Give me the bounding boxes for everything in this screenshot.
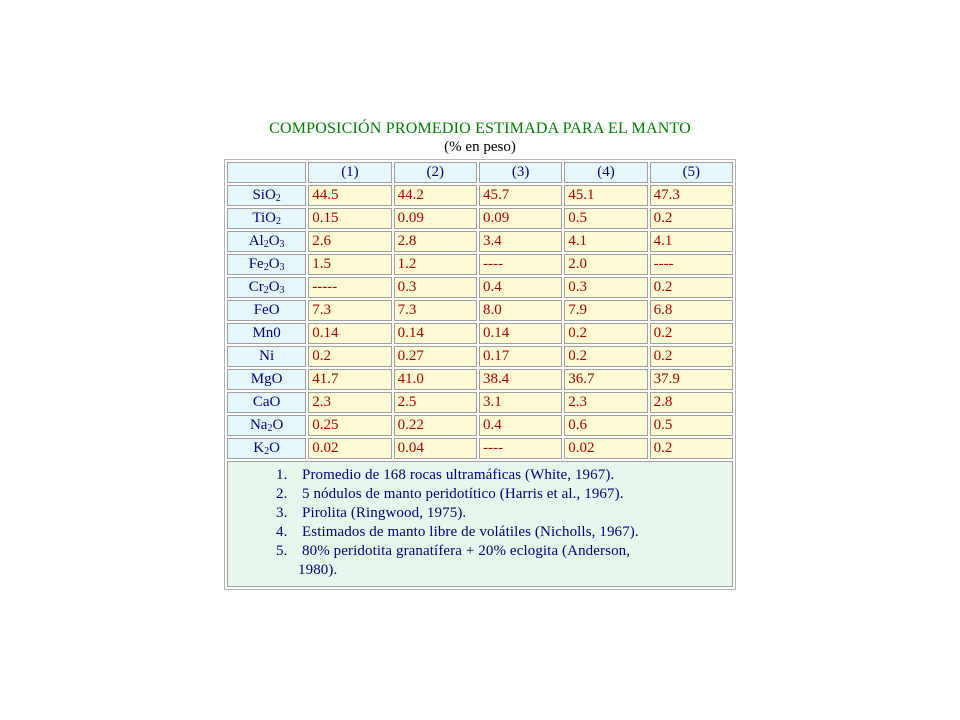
value-cell: 2.8: [394, 231, 477, 252]
composition-table: [224, 159, 736, 590]
note-continuation: 1980).: [298, 562, 338, 578]
table-row: [227, 415, 733, 436]
formula-part: Cr: [248, 279, 264, 295]
formula-subscript: 3: [279, 239, 285, 250]
row-label: [227, 415, 306, 436]
value-cell: 0.2: [650, 438, 733, 459]
row-label: [227, 254, 306, 275]
formula-part: CaO: [252, 394, 281, 410]
value-cell: 0.2: [650, 323, 733, 344]
formula-subscript: 3: [279, 262, 285, 273]
formula-part: MgO: [250, 371, 283, 387]
value-cell: 3.4: [479, 231, 562, 252]
table-row: [227, 208, 733, 229]
value-cell: 41.7: [308, 369, 391, 390]
value-cell: 2.8: [650, 392, 733, 413]
value-cell: 8.0: [479, 300, 562, 321]
value-cell: 6.8: [650, 300, 733, 321]
formula-subscript: 2: [275, 193, 281, 204]
table-row: [227, 323, 733, 344]
value-cell: 41.0: [394, 369, 477, 390]
formula-part: Al: [248, 233, 264, 249]
table-row: [227, 231, 733, 252]
value-cell: 3.1: [479, 392, 562, 413]
formula-subscript: 2: [263, 262, 269, 273]
header-row: [227, 162, 733, 183]
column-header: (4): [564, 162, 647, 183]
value-cell: 0.2: [650, 208, 733, 229]
value-cell: 0.09: [479, 208, 562, 229]
formula-subscript: 2: [263, 285, 269, 296]
value-cell: 0.2: [308, 346, 391, 367]
column-header: (2): [394, 162, 477, 183]
formula-part: O: [272, 417, 284, 433]
notes-cell: [227, 461, 733, 587]
column-header: (5): [650, 162, 733, 183]
table-row: [227, 300, 733, 321]
value-cell: 7.3: [394, 300, 477, 321]
value-cell: 44.2: [394, 185, 477, 206]
table-row: [227, 185, 733, 206]
note-item: [228, 504, 732, 523]
row-label: [227, 392, 306, 413]
formula-part: O: [269, 440, 280, 456]
value-cell: 7.3: [308, 300, 391, 321]
formula-part: O: [268, 279, 280, 295]
note-item: [228, 485, 732, 504]
formula-part: Mn0: [252, 325, 281, 341]
value-cell: 0.6: [564, 415, 647, 436]
note-number: 4.: [276, 524, 288, 540]
formula-subscript: 2: [275, 216, 281, 227]
formula-part: Na: [249, 417, 268, 433]
value-cell: 0.3: [564, 277, 647, 298]
value-cell: ----: [650, 254, 733, 275]
value-cell: 0.25: [308, 415, 391, 436]
row-label: [227, 208, 306, 229]
notes-row: [227, 461, 733, 587]
formula-subscript: 2: [263, 239, 269, 250]
value-cell: 2.0: [564, 254, 647, 275]
formula-part: Ni: [259, 348, 275, 364]
value-cell: 38.4: [479, 369, 562, 390]
value-cell: 45.1: [564, 185, 647, 206]
note-number: 1.: [276, 467, 288, 483]
formula-part: TiO: [252, 210, 276, 226]
value-cell: 0.2: [650, 277, 733, 298]
note-number: 3.: [276, 505, 288, 521]
page-subtitle: (% en peso): [444, 139, 516, 155]
value-cell: 45.7: [479, 185, 562, 206]
row-label: [227, 323, 306, 344]
value-cell: 4.1: [564, 231, 647, 252]
formula-subscript: 3: [279, 285, 285, 296]
value-cell: 0.09: [394, 208, 477, 229]
formula-part: Fe: [248, 256, 264, 272]
note-item: [228, 542, 732, 580]
value-cell: 0.4: [479, 277, 562, 298]
formula-part: SiO: [252, 187, 276, 203]
value-cell: 4.1: [650, 231, 733, 252]
value-cell: 44.5: [308, 185, 391, 206]
row-label: [227, 369, 306, 390]
value-cell: 0.3: [394, 277, 477, 298]
page-title: COMPOSICIÓN PROMEDIO ESTIMADA PARA EL MANTO: [269, 120, 691, 137]
table-row: [227, 346, 733, 367]
formula-subscript: 2: [264, 446, 270, 457]
value-cell: 0.02: [564, 438, 647, 459]
value-cell: 0.2: [650, 346, 733, 367]
value-cell: 2.3: [564, 392, 647, 413]
row-label: [227, 346, 306, 367]
table-row: [227, 277, 733, 298]
row-label: [227, 300, 306, 321]
formula-subscript: 2: [267, 423, 273, 434]
value-cell: 0.2: [564, 346, 647, 367]
column-header: (1): [308, 162, 391, 183]
table-row: [227, 369, 733, 390]
row-label: [227, 231, 306, 252]
note-text: Estimados de manto libre de volátiles (Nicholls, 1967).: [302, 524, 639, 540]
value-cell: 2.3: [308, 392, 391, 413]
row-label: [227, 438, 306, 459]
table-row: [227, 254, 733, 275]
value-cell: 36.7: [564, 369, 647, 390]
value-cell: ----: [479, 254, 562, 275]
value-cell: 0.5: [650, 415, 733, 436]
value-cell: 0.14: [308, 323, 391, 344]
value-cell: 47.3: [650, 185, 733, 206]
value-cell: 0.22: [394, 415, 477, 436]
notes-list: [228, 466, 732, 580]
row-label: [227, 277, 306, 298]
note-text: Pirolita (Ringwood, 1975).: [302, 505, 467, 521]
value-cell: 0.2: [564, 323, 647, 344]
note-text: 80% peridotita granatífera + 20% eclogita (Anderson,: [302, 543, 631, 559]
note-text: Promedio de 168 rocas ultramáficas (White, 1967).: [302, 467, 615, 483]
note-number: 5.: [276, 543, 288, 559]
value-cell: 0.27: [394, 346, 477, 367]
formula-part: O: [268, 233, 280, 249]
formula-part: O: [268, 256, 280, 272]
formula-part: K: [253, 440, 265, 456]
column-header: (3): [479, 162, 562, 183]
value-cell: 0.02: [308, 438, 391, 459]
note-number: 2.: [276, 486, 288, 502]
value-cell: 2.5: [394, 392, 477, 413]
value-cell: 0.15: [308, 208, 391, 229]
table-row: [227, 438, 733, 459]
value-cell: 1.2: [394, 254, 477, 275]
value-cell: 0.4: [479, 415, 562, 436]
value-cell: 37.9: [650, 369, 733, 390]
value-cell: 1.5: [308, 254, 391, 275]
value-cell: -----: [308, 277, 391, 298]
note-text: 5 nódulos de manto peridotítico (Harris et al., 1967).: [302, 486, 624, 502]
value-cell: ----: [479, 438, 562, 459]
value-cell: 0.14: [479, 323, 562, 344]
formula-part: FeO: [253, 302, 280, 318]
value-cell: 0.14: [394, 323, 477, 344]
note-item: [228, 523, 732, 542]
value-cell: 7.9: [564, 300, 647, 321]
table-row: [227, 392, 733, 413]
row-label: [227, 185, 306, 206]
corner-cell: [227, 162, 306, 183]
value-cell: 2.6: [308, 231, 391, 252]
value-cell: 0.04: [394, 438, 477, 459]
value-cell: 0.17: [479, 346, 562, 367]
note-item: [228, 466, 732, 485]
value-cell: 0.5: [564, 208, 647, 229]
